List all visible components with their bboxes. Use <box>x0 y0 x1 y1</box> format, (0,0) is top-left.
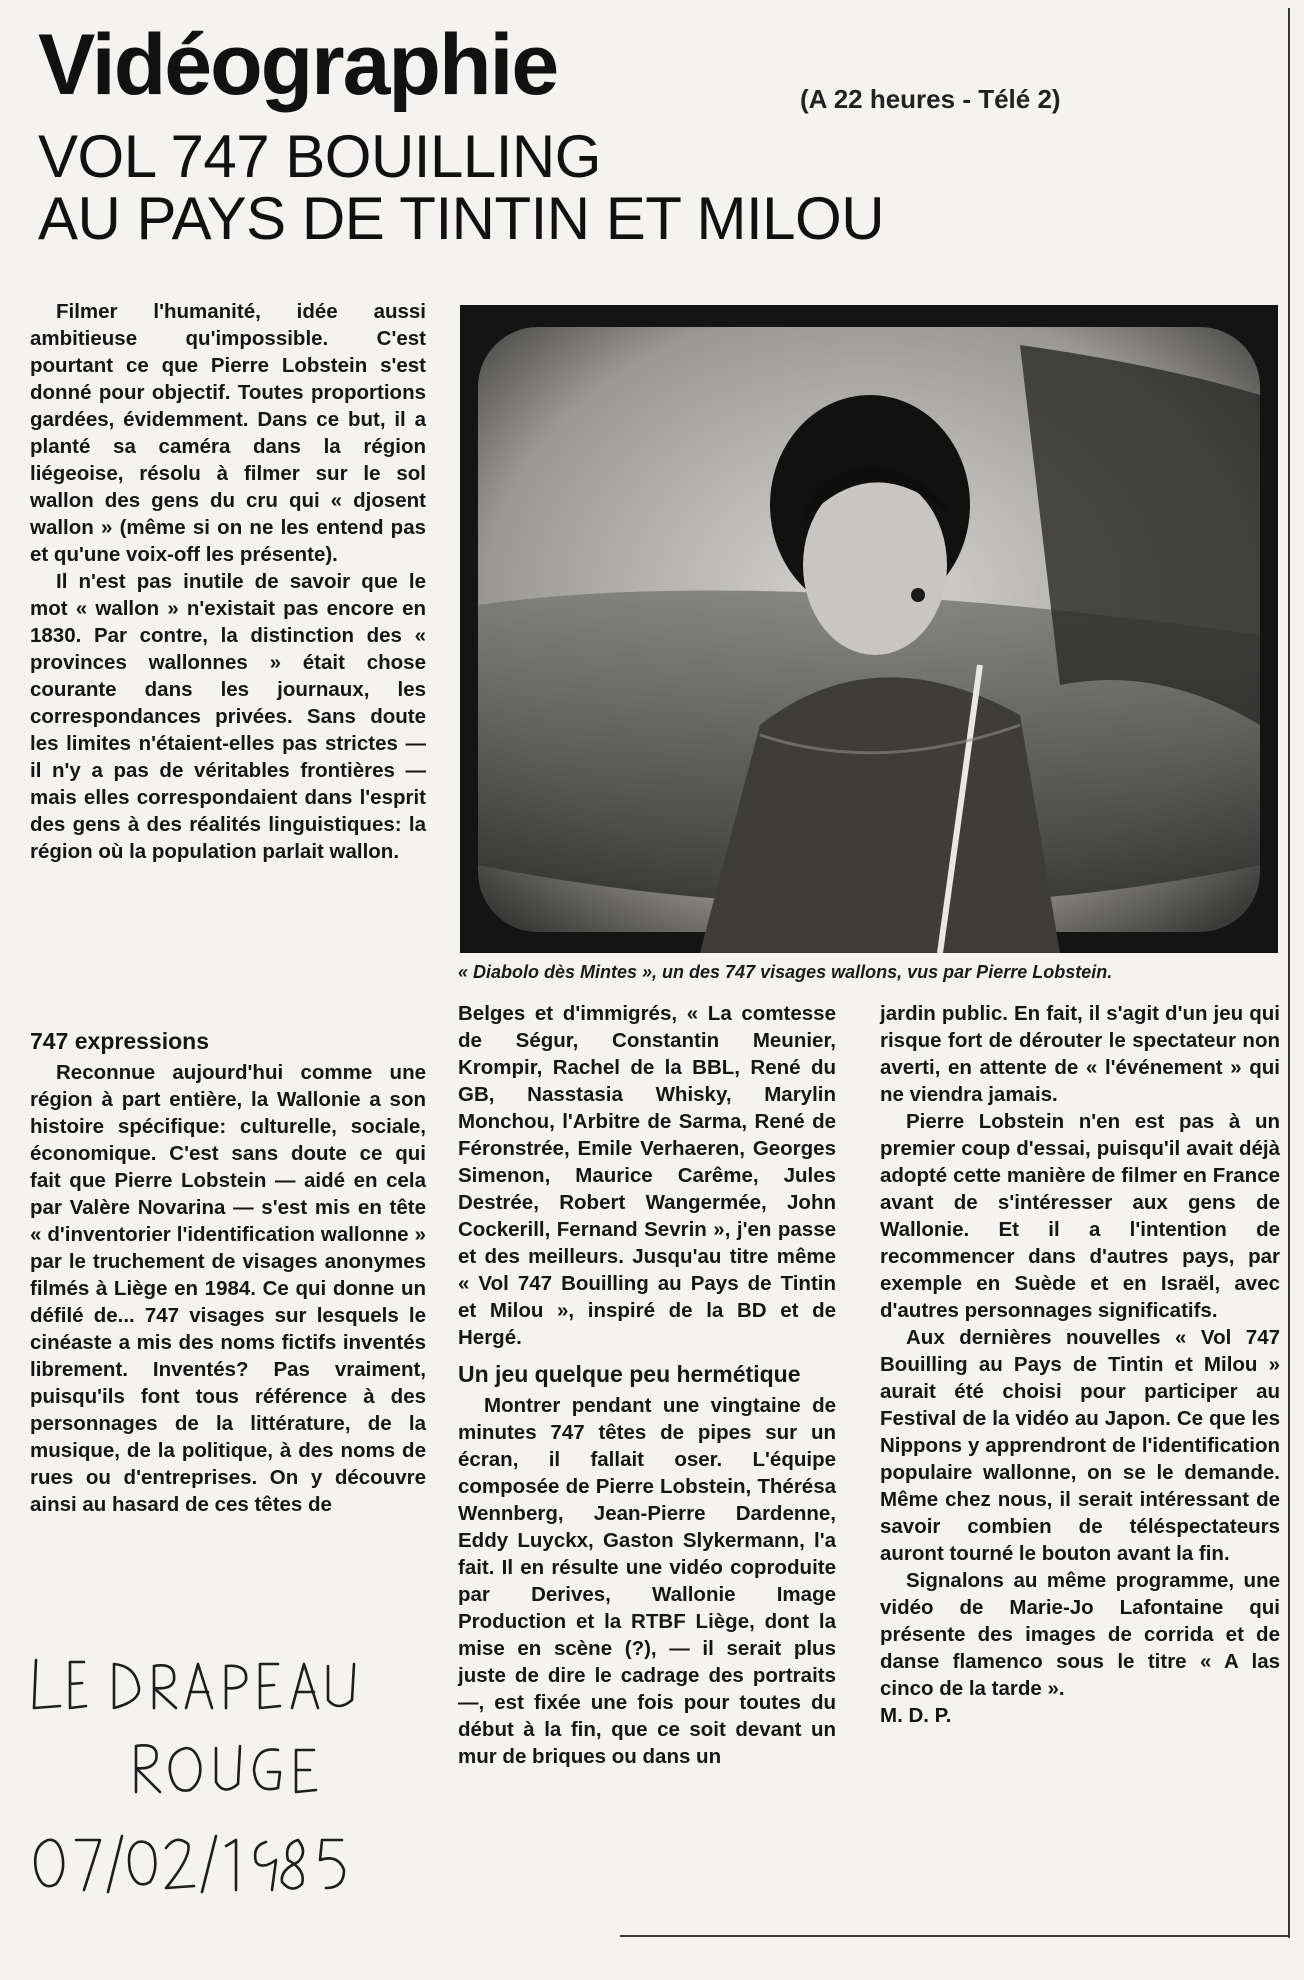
section1-paragraph: Reconnue aujourd'hui comme une région à part entière, la Wallonie a son histoire spécifique: culturelle, sociale, économique. C'est sans doute ce qui fait que Pierre Lobstein — aidé en cela par Valère Novarina — s'est mis en tête « d'inventorier l'identification wallonne » par le truchement de visages anonymes filmés à Liège en 1984. Ce qui donne un défilé de... 747 visages sur lesquels le cinéaste a mis des noms fictifs inventés librement. Inventés? Pas vraiment, puisqu'ils font tous référence à des personnages de la littérature, de la musique, de la politique, à des noms de rues ou d'entreprises. On y découvre ainsi au hasard de ces têtes de <box>30 1061 426 1516</box>
handwritten-note-drawing <box>26 1650 366 1910</box>
author-signature: M. D. P. <box>880 1704 952 1727</box>
intro-paragraph-2: Il n'est pas inutile de savoir que le mot « wallon » n'existait pas encore en 1830. Par contre, la distinction des « provinces wallonnes » était chose courante dans les journaux, les correspondances privées. Sans doute les limites n'étaient-elles pas strictes — il n'y a pas de véritables frontières — mais elles correspondaient dans l'esprit des gens à des réalités linguistiques: la région où la population parlait wallon. <box>30 570 426 863</box>
section-heading-jeu-hermetique: Un jeu quelque peu hermétique <box>458 1361 801 1387</box>
column-2-paragraph-1: Belges et d'immigrés, « La comtesse de Ségur, Constantin Meunier, Krompir, Rachel de la BBL, René du GB, Nasstasia Whisky, Marylin Monchou, l'Arbitre de Sarma, René de Féronstrée, Emile Verhaeren, Georges Simenon, Maurice Carême, Jules Destrée, Robert Wangermée, John Cockerill, Fernand Sevrin », j'en passe et des meilleurs. Jusqu'au titre même « Vol 747 Bouilling au Pays de Tintin et Milou », inspiré de la BD et de Hergé. <box>458 1002 836 1349</box>
column-3-paragraph-4: Signalons au même programme, une vidéo de Marie-Jo Lafontaine qui présente des images de corrida et de danse flamenco sous le titre « A las cinco de la tarde ». <box>880 1569 1280 1700</box>
section2-paragraph: Montrer pendant une vingtaine de minutes 747 têtes de pipes sur un écran, il fallait oser. L'équipe composée de Pierre Lobstein, Thérésa Wennberg, Jean-Pierre Dardenne, Eddy Luyckx, Gaston Slykermann, l'a fait. Il en résulte une vidéo coproduite par Derives, Wallonie Image Production et la RTBF Liège, dont la mise en scène (?), — il serait plus juste de dire le cadrage des portraits —, est fixée une fois pour toutes du début à la fin, que ce soit devant un mur de briques ou dans un <box>458 1394 836 1768</box>
article-column-2 <box>458 1000 836 1770</box>
portrait-photo-illustration <box>460 305 1278 953</box>
article-column-1-top <box>30 298 426 865</box>
headline-line-1: VOL 747 BOUILLING <box>38 123 601 190</box>
headline-line-2: AU PAYS DE TINTIN ET MILOU <box>38 185 885 252</box>
column-3-paragraph-1: jardin public. En fait, il s'agit d'un jeu qui risque fort de dérouter le spectateur non averti, en attente de « l'événement » qui ne viendra jamais. <box>880 1002 1280 1106</box>
column-rule-bottom <box>620 1935 1288 1937</box>
broadcast-schedule: (A 22 heures - Télé 2) <box>800 84 1061 114</box>
intro-paragraph-1: Filmer l'humanité, idée aussi ambitieuse qu'impossible. C'est pourtant ce que Pierre Lobstein s'est donné pour objectif. Toutes proportions gardées, évidemment. Dans ce but, il a planté sa caméra dans la région liégeoise, résolu à filmer sur le sol wallon des gens du cru qui « djosent wallon » (même si on ne les entend pas et qu'une voix-off les présente). <box>30 300 426 566</box>
tv-still-photo <box>460 305 1278 953</box>
photo-caption: « Diabolo dès Mintes », un des 747 visages wallons, vus par Pierre Lobstein. <box>458 962 1113 982</box>
article-column-1-bottom <box>30 1018 426 1518</box>
column-3-paragraph-3: Aux dernières nouvelles « Vol 747 Bouilling au Pays de Tintin et Milou » aurait été choisi pour participer au Festival de la vidéo au Japon. Ce que les Nippons y apprendront de l'identification populaire wallonne, on se le demande. Même chez nous, il serait intéressant de savoir combien de téléspectateurs auront tourné le bouton avant la fin. <box>880 1326 1280 1565</box>
article-column-3 <box>880 1000 1280 1729</box>
column-rule-right <box>1288 8 1290 1938</box>
headline <box>38 123 1238 252</box>
section-kicker: Vidéographie <box>38 17 558 113</box>
handwritten-source-note <box>26 1650 366 1910</box>
section-heading-747-expressions: 747 expressions <box>30 1028 210 1054</box>
column-3-paragraph-2: Pierre Lobstein n'en est pas à un premier coup d'essai, puisqu'il avait déjà adopté cette manière de filmer en France avant de s'intéresser aux gens de Wallonie. Et il a l'intention de recommencer dans d'autres pays, par exemple en Suède et en Israël, avec d'autres personnages significatifs. <box>880 1110 1280 1322</box>
